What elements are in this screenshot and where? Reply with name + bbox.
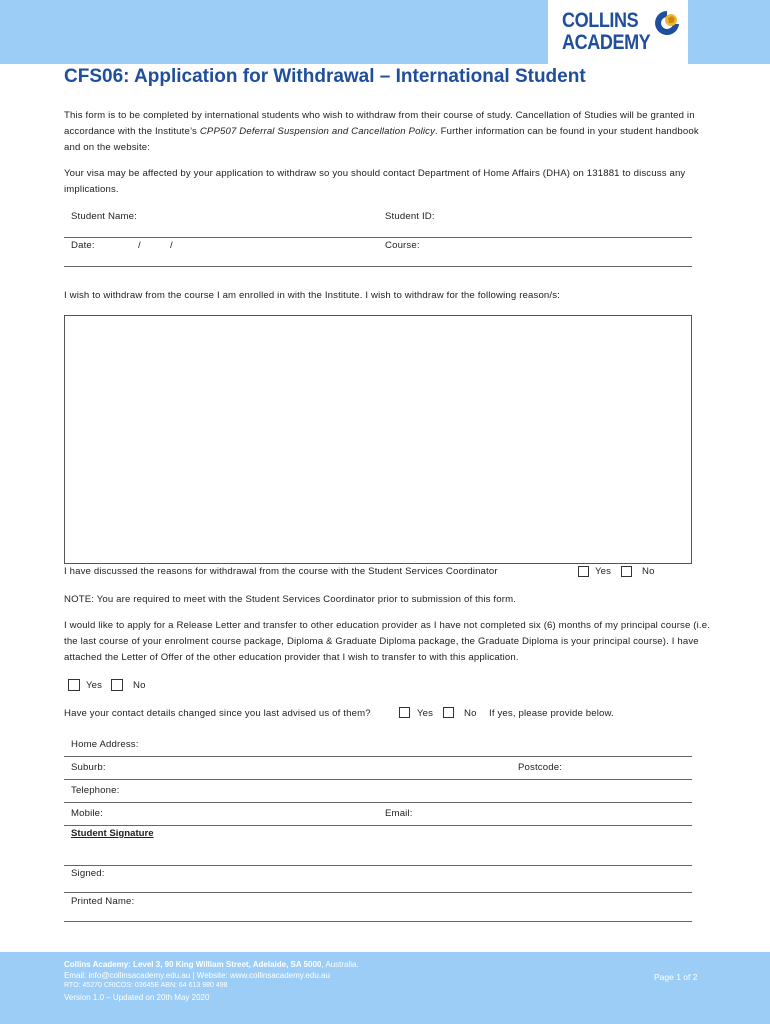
release-no-label: No (133, 680, 146, 691)
logo-wordmark (562, 10, 650, 54)
date-label: Date: (71, 240, 95, 251)
page-number: Page 1 of 2 (654, 972, 698, 982)
discussed-yes-label: Yes (595, 566, 612, 577)
contact-yes-checkbox[interactable] (399, 707, 410, 718)
reason-textarea[interactable] (64, 315, 692, 564)
discussed-no-label: No (642, 566, 655, 577)
release-yes-label: Yes (86, 680, 103, 691)
intro-text-end: . Further information can be found in your student handbook and on the website: (64, 126, 699, 153)
signature-line[interactable] (64, 865, 692, 866)
footer-version: Version 1.0 – Updated on 20th May 2020 (64, 993, 210, 1002)
signature-heading: Student Signature (71, 828, 154, 839)
intro-text: This form is to be completed by international students who wish to withdraw from their course of study. Cancellation of Studies will be granted in accordance with the Institute’s (64, 110, 695, 137)
date-separator: / (138, 240, 141, 251)
student-id-label: Student ID: (385, 211, 435, 222)
contact-no-label: No (464, 708, 477, 719)
lion-emblem-icon (652, 8, 682, 38)
postcode-label: Postcode: (518, 762, 563, 773)
student-name-label: Student Name: (71, 211, 137, 222)
footer-registration: RTO: 45270 CRICOS: 03645E ABN: 64 613 980 498 (64, 982, 228, 989)
logo-line-1: COLLINS (562, 9, 639, 32)
page-title: CFS06: Application for Withdrawal – International Student (64, 66, 586, 87)
telephone-line[interactable] (64, 802, 692, 803)
course-label: Course: (385, 240, 420, 251)
policy-name: CPP507 Deferral Suspension and Cancellation Policy (199, 126, 436, 137)
discussed-statement: I have discussed the reasons for withdrawal from the course with the Student Services Coordinator (64, 566, 498, 577)
release-letter-text: I would like to apply for a Release Letter and transfer to other education provider as I have not completed six (6) months of my principal course (i.e. the last course of your enrolment course package, Diploma & Graduate Diploma package, the Graduate Diploma is your principal course). I have attached the Letter of Offer of the other education provider that I wish to transfer to with this application. (64, 620, 711, 663)
contact-change-question: Have your contact details changed since you last advised us of them? (64, 708, 371, 719)
release-no-checkbox[interactable] (111, 679, 123, 691)
printed-name-line[interactable] (64, 921, 692, 922)
note-text: NOTE: You are required to meet with the Student Services Coordinator prior to submission of this form. (64, 594, 517, 605)
footer-contact: Email: info@collinsacademy.edu.au | Website: www.collinsacademy.edu.au (64, 971, 330, 980)
suburb-label: Suburb: (71, 762, 106, 773)
signed-label: Signed: (71, 868, 105, 879)
footer (0, 952, 770, 1024)
release-yes-checkbox[interactable] (68, 679, 80, 691)
contact-no-checkbox[interactable] (443, 707, 454, 718)
date-separator: / (170, 240, 173, 251)
email-label: Email: (385, 808, 413, 819)
contact-yes-label: Yes (417, 708, 434, 719)
footer-address-bold: Collins Academy: Level 3, 90 King William Street, Adelaide, SA 5000 (64, 960, 322, 969)
student-name-line[interactable] (64, 237, 692, 238)
footer-address (64, 960, 359, 969)
telephone-label: Telephone: (71, 785, 120, 796)
suburb-line[interactable] (64, 779, 692, 780)
home-address-line[interactable] (64, 756, 692, 757)
date-course-line[interactable] (64, 266, 692, 267)
discussed-no-checkbox[interactable] (621, 566, 632, 577)
visa-note: Your visa may be affected by your application to withdraw so you should contact Department of Home Affairs (DHA) on 131881 to discuss any implications. (64, 168, 686, 195)
discussed-yes-checkbox[interactable] (578, 566, 589, 577)
logo (548, 0, 688, 64)
intro-paragraph (64, 108, 714, 156)
reason-prompt: I wish to withdraw from the course I am enrolled in with the Institute. I wish to withdraw for the following reason/s: (64, 290, 561, 301)
home-address-label: Home Address: (71, 739, 139, 750)
logo-line-2: ACADEMY (562, 31, 651, 54)
printed-name-label: Printed Name: (71, 896, 135, 907)
signed-line[interactable] (64, 892, 692, 893)
footer-address-rest: , Australia. (321, 960, 359, 969)
mobile-label: Mobile: (71, 808, 103, 819)
mobile-email-line[interactable] (64, 825, 692, 826)
contact-hint: If yes, please provide below. (489, 708, 614, 719)
